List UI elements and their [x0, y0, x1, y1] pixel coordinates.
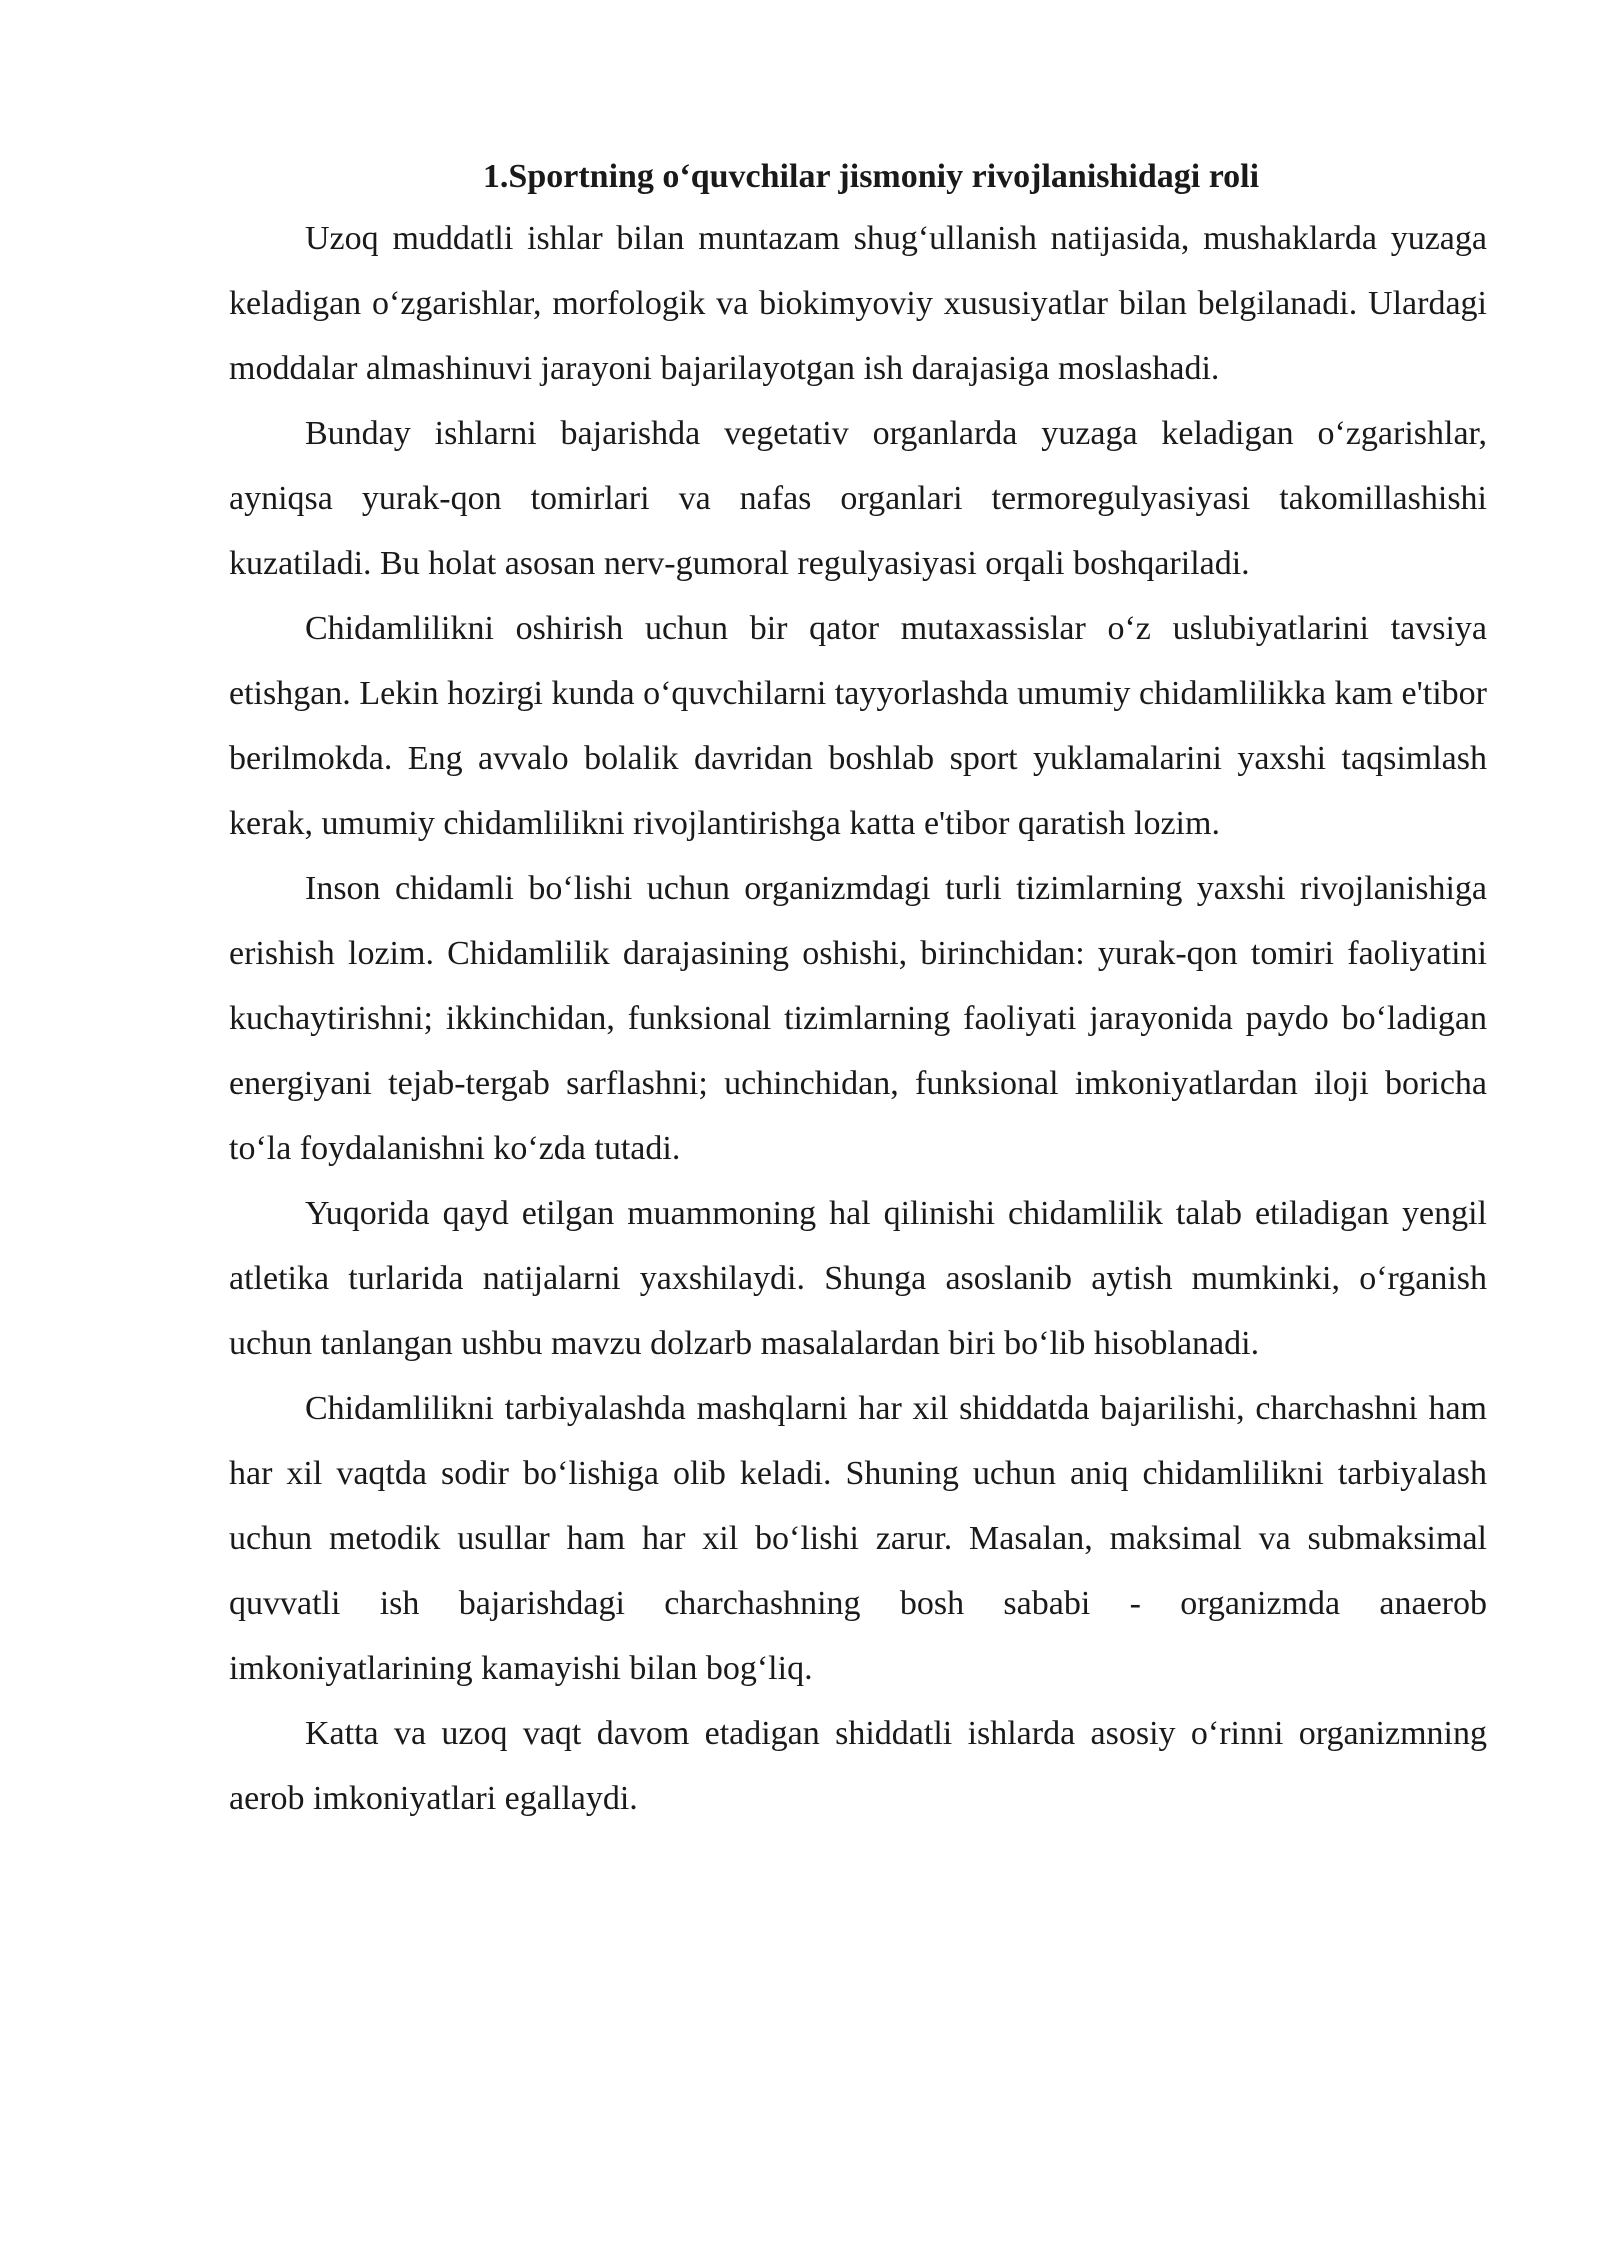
paragraph: Yuqorida qayd etilgan muammoning hal qilinishi chidamlilik talab etiladigan yengil atletika turlarida natijalarni yaxshilaydi. Shunga asoslanib aytish mumkinki, o‘rganish uchun tanlangan ushbu mavzu dolzarb masalalardan biri bo‘lib hisoblanadi. [229, 1195, 1487, 1362]
paragraph: Chidamlilikni tarbiyalashda mashqlarni har xil shiddatda bajarilishi, charchashni ham har xil vaqtda sodir bo‘lishiga olib keladi. Shuning uchun aniq chidamlilikni tarbiyalash uchun metodik usullar ham har xil bo‘lishi zarur. Masalan, maksimal va submaksimal quvvatli ish bajarishdagi charchashning bosh sababi - organizmda anaerob imkoniyatlarining kamayishi bilan bog‘liq. [229, 1390, 1487, 1687]
paragraph: Chidamlilikni oshirish uchun bir qator mutaxassislar o‘z uslubiyatlarini tavsiya etishgan. Lekin hozirgi kunda o‘quvchilarni tayyorlashda umumiy chidamlilikka kam e'tibor berilmokda. Eng avvalo bolalik davridan boshlab sport yuklamalarini yaxshi taqsimlash kerak, umumiy chidamlilikni rivojlantirishga katta e'tibor qaratish lozim. [229, 610, 1487, 842]
paragraph: Uzoq muddatli ishlar bilan muntazam shug‘ullanish natijasida, mushaklarda yuzaga keladigan o‘zgarishlar, morfologik va biokimyoviy xususiyatlar bilan belgilanadi. Ulardagi moddalar almashinuvi jarayoni bajarilayotgan ish darajasiga moslashadi. [229, 220, 1487, 387]
paragraph: Bunday ishlarni bajarishda vegetativ organlarda yuzaga keladigan o‘zgarishlar, ayniqsa yurak-qon tomirlari va nafas organlari termoregulyasiyasi takomillashishi kuzatiladi. Bu holat asosan nerv-gumoral regulyasiyasi orqali boshqariladi. [229, 415, 1487, 582]
paragraph: Inson chidamli bo‘lishi uchun organizmdagi turli tizimlarning yaxshi rivojlanishiga erishish lozim. Chidamlilik darajasining oshishi, birinchidan: yurak-qon tomiri faoliyatini kuchaytirishni; ikkinchidan, funksional tizimlarning faoliyati jarayonida paydo bo‘ladigan energiyani tejab-tergab sarflashni; uchinchidan, funksional imkoniyatlardan iloji boricha to‘la foydalanishni ko‘zda tutadi. [229, 870, 1487, 1167]
paragraph: Katta va uzoq vaqt davom etadigan shiddatli ishlarda asosiy o‘rinni organizmning aerob imkoniyatlari egallaydi. [229, 1715, 1487, 1817]
section-title: 1.Sportning o‘quvchilar jismoniy rivojlanishidagi roli [482, 158, 1260, 195]
document-page [229, 148, 1487, 1831]
